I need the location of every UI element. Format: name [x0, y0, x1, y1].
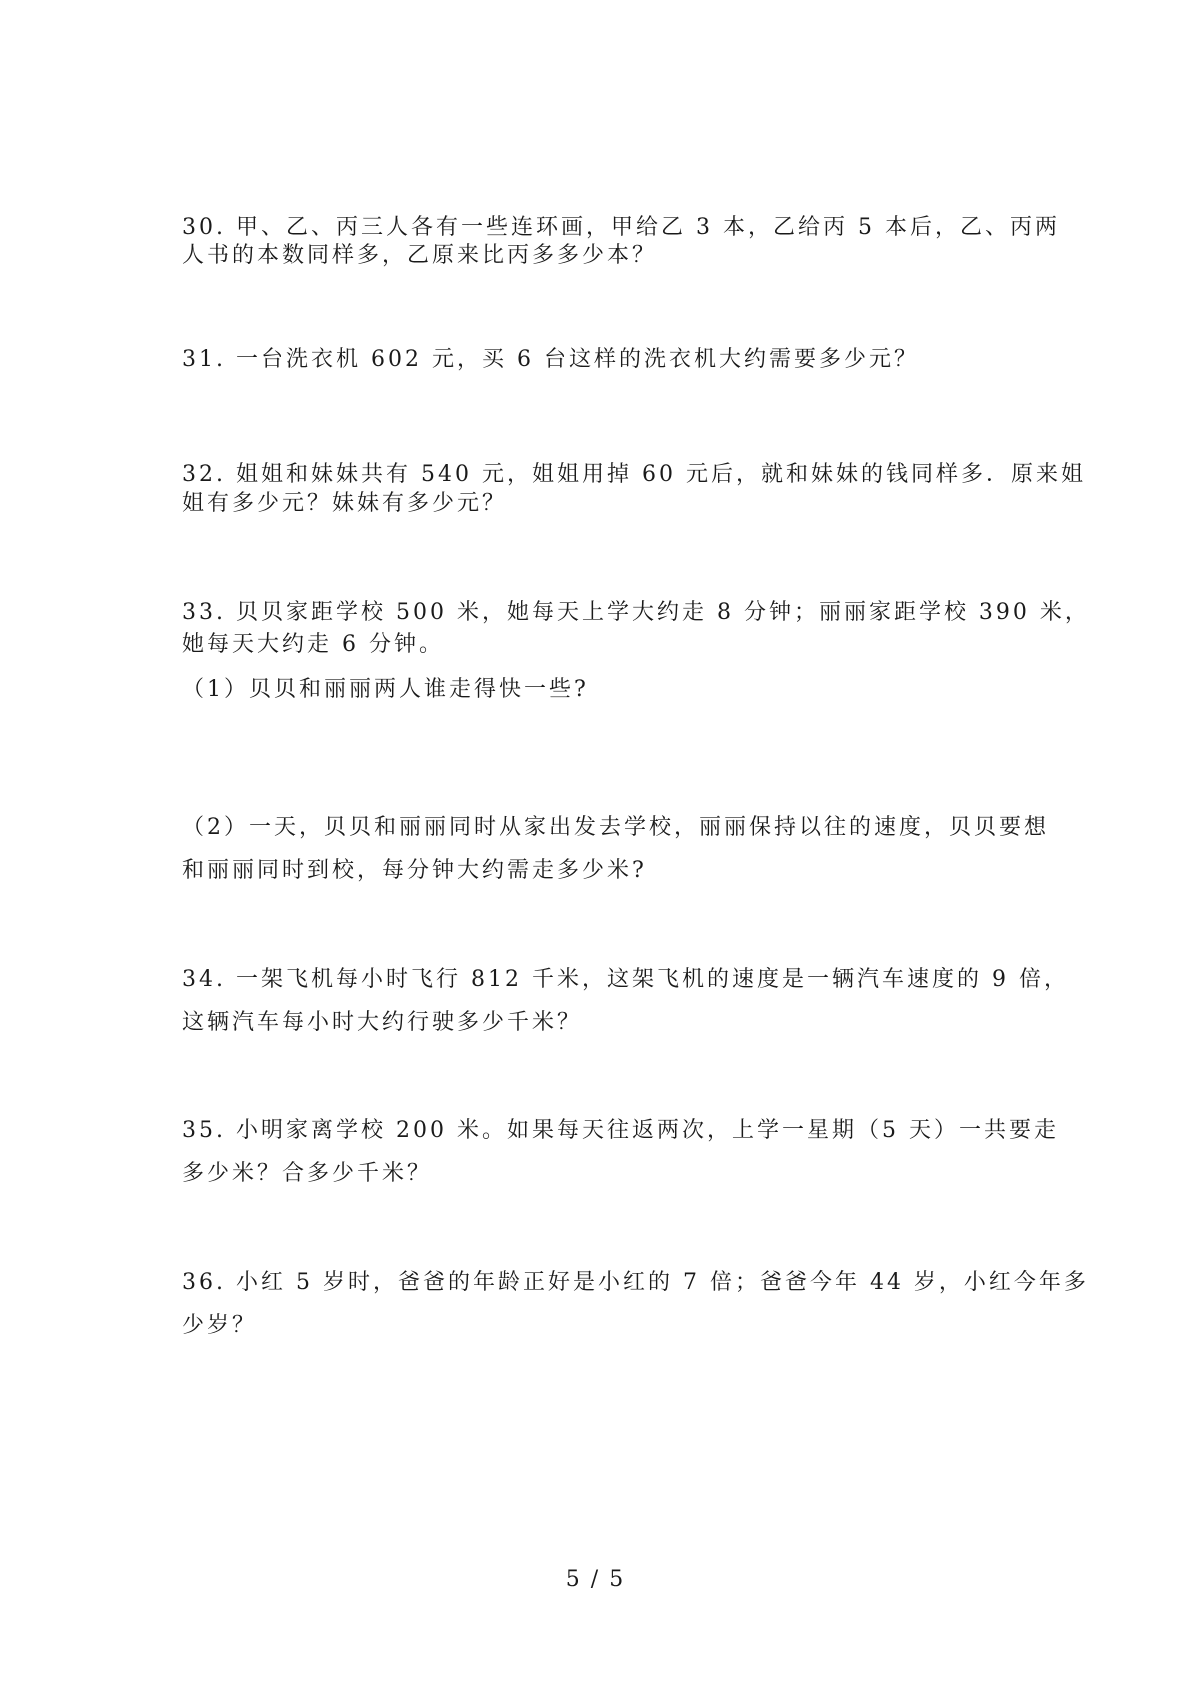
- question-33-line-2: 她每天大约走 6 分钟。: [182, 632, 444, 657]
- question-31-line-1: 31. 一台洗衣机 602 元，买 6 台这样的洗衣机大约需要多少元？: [182, 347, 919, 372]
- question-33-part-2-line-1: （2）一天，贝贝和丽丽同时从家出发去学校，丽丽保持以往的速度，贝贝要想: [182, 815, 1049, 840]
- question-34-line-1: 34. 一架飞机每小时飞行 812 千米，这架飞机的速度是一辆汽车速度的 9 倍，: [182, 967, 1069, 992]
- question-33-part-1: （1）贝贝和丽丽两人谁走得快一些?: [182, 677, 589, 702]
- question-30-line-1: 30. 甲、乙、丙三人各有一些连环画，甲给乙 3 本，乙给丙 5 本后，乙、丙两: [182, 215, 1060, 240]
- question-33-part-2-line-2: 和丽丽同时到校，每分钟大约需走多少米?: [182, 858, 647, 883]
- page-number: 5 / 5: [565, 1567, 626, 1592]
- question-32-line-1: 32. 姐姐和妹妹共有 540 元，姐姐用掉 60 元后，就和妹妹的钱同样多．原来姐: [182, 462, 1086, 487]
- question-34-line-2: 这辆汽车每小时大约行驶多少千米？: [182, 1010, 583, 1035]
- question-33-line-1: 33. 贝贝家距学校 500 米，她每天上学大约走 8 分钟；丽丽家距学校 390 米，: [182, 600, 1090, 625]
- question-30-line-2: 人书的本数同样多，乙原来比丙多多少本？: [182, 243, 658, 268]
- question-36-line-1: 36. 小红 5 岁时，爸爸的年龄正好是小红的 7 倍；爸爸今年 44 岁，小红今年多: [182, 1270, 1089, 1295]
- question-35-line-2: 多少米？合多少千米？: [182, 1161, 433, 1186]
- question-32-line-2: 姐有多少元？妹妹有多少元？: [182, 491, 508, 516]
- question-35-line-1: 35. 小明家离学校 200 米。如果每天往返两次，上学一星期（5 天）一共要走: [182, 1118, 1059, 1143]
- question-36-line-2: 少岁？: [182, 1313, 258, 1338]
